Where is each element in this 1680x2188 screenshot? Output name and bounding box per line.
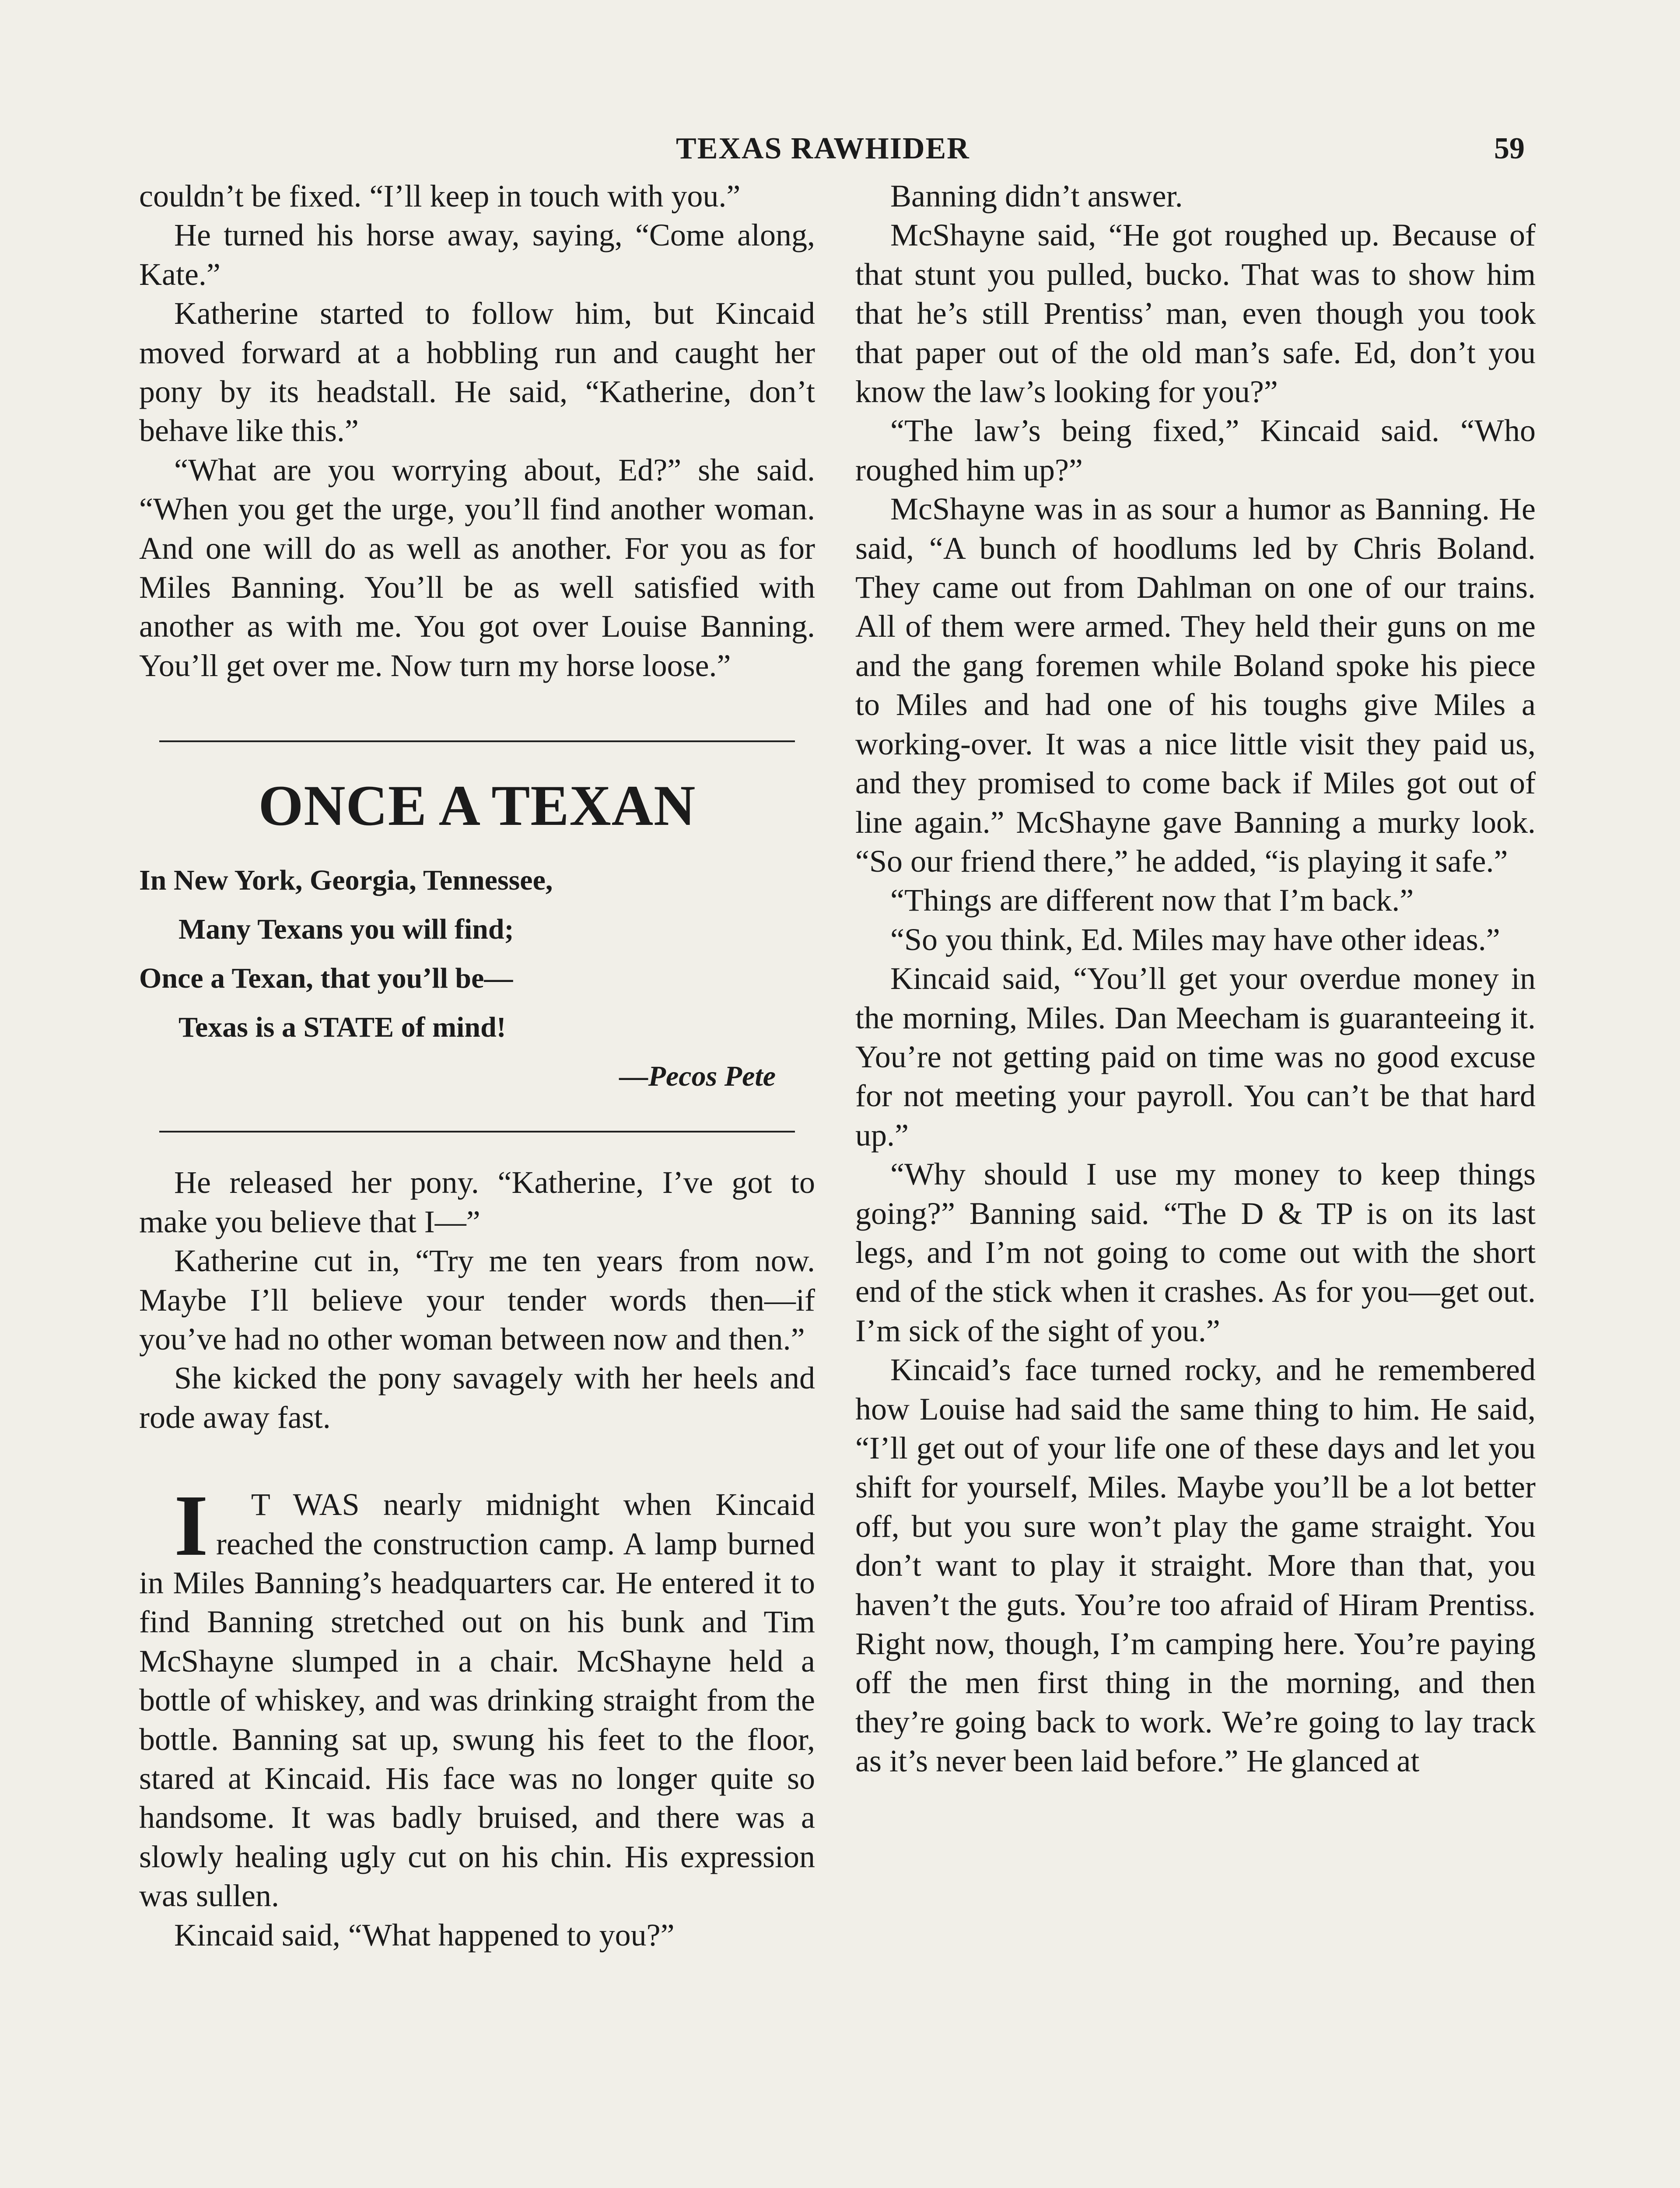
paragraph: Kincaid’s face turned rocky, and he remembered how Louise had said the same thing to him. He said, “I’ll get out of your life one of these days and let you shift for yourself, Miles. Maybe you’ll be a lot better off, but you sure won’t play the game straight. You don’t want to play it straight. More than that, you haven’t the guts. You’re too afraid of Hiram Prentiss. Right now, though, I’m camping here. You’re paying off the men first thing in the morning, and then they’re going back to work. We’re going to lay track as it’s never been laid before.” He glanced at (855, 1352, 1536, 1779)
poem-line: In New York, Georgia, Tennessee, (139, 864, 553, 897)
paragraph: “So you think, Ed. Miles may have other ideas.” (890, 922, 1500, 957)
paragraph: Katherine started to follow him, but Kincaid moved forward at a hobbling run and caught her pony by its headstall. He said, “Katherine, don’t behave like this.” (139, 296, 815, 449)
paragraph: McShayne said, “He got roughed up. Because of that stunt you pulled, bucko. That was to show him that he’s still Prentiss’ man, even though you took that paper out of the old man’s safe. Ed, don’t you know the law’s looking for you?” (855, 217, 1536, 410)
paragraph: She kicked the pony savagely with her heels and rode away fast. (139, 1360, 815, 1435)
paragraph: Banning didn’t answer. (890, 179, 1183, 214)
divider-bottom (159, 1131, 795, 1133)
poem-line: Many Texans you will find; (178, 913, 514, 946)
dropcap-text: T WAS nearly midnight when Kincaid reached the construction camp. A lamp burned in Miles Banning’s headquarters car. He entered it to find Banning stretched out on his bunk and Tim McShayne slumped in a chair. McShayne held a bottle of whiskey, and was drinking straight from the bottle. Banning sat up, swung his feet to the floor, stared at Kincaid. His face was no longer quite so handsome. It was badly bruised, and there was a slowly healing ugly cut on his chin. His expression was sullen. (139, 1487, 815, 1914)
drop-cap: I (174, 1477, 208, 1574)
section-opening-paragraph (139, 1477, 815, 1915)
poem-title: ONCE A TEXAN (258, 773, 696, 838)
right-column (855, 177, 1536, 1781)
paragraph: couldn’t be fixed. “I’ll keep in touch with you.” (139, 179, 741, 214)
paragraph: Kincaid said, “You’ll get your overdue money in the morning, Miles. Dan Meecham is guaranteeing it. You’re not getting paid on time was no good excuse for not meeting your payroll. You can’t be that hard up.” (855, 961, 1536, 1153)
divider-top (159, 740, 795, 742)
paragraph: He released her pony. “Katherine, I’ve got to make you believe that I—” (139, 1165, 815, 1239)
paragraph: Katherine cut in, “Try me ten years from now. Maybe I’ll believe your tender words then—if you’ve had no other woman between now and then.” (139, 1243, 815, 1357)
poem-body (139, 856, 815, 1101)
poem-line: Texas is a STATE of mind! (178, 1011, 506, 1044)
paragraph: “What are you worrying about, Ed?” she said. “When you get the urge, you’ll find another woman. And one will do as well as another. For you as for Miles Banning. You’ll be as well satisfied with another as with me. You got over Louise Banning. You’ll get over me. Now turn my horse loose.” (139, 452, 815, 683)
running-head: TEXAS RAWHIDER (676, 132, 970, 165)
paragraph: “The law’s being fixed,” Kincaid said. “Who roughed him up?” (855, 413, 1536, 487)
paragraph: McShayne was in as sour a humor as Banning. He said, “A bunch of hoodlums led by Chris Boland. They came out from Dahlman on one of our trains. All of them were armed. They held their guns on me and the gang foremen while Boland spoke his piece to Miles and had one of his toughs give Miles a working-over. It was a nice little visit they paid us, and they promised to come back if Miles got out of line again.” McShayne gave Banning a murky look. “So our friend there,” he added, “is playing it safe.” (855, 491, 1536, 879)
poem-attribution: —Pecos Pete (619, 1060, 776, 1093)
story-continuation (139, 1163, 815, 1437)
paragraph: He turned his horse away, saying, “Come along, Kate.” (139, 217, 815, 292)
paragraph: “Why should I use my money to keep things going?” Banning said. “The D & TP is on its last legs, and I’m not going to come out with the short end of the stick when it crashes. As for you—get out. I’m sick of the sight of you.” (855, 1157, 1536, 1348)
poem-box (139, 740, 815, 1133)
paragraph: Kincaid said, “What happened to you?” (174, 1917, 675, 1953)
poem-line: Once a Texan, that you’ll be— (139, 962, 513, 995)
left-column (139, 177, 815, 1955)
page-number: 59 (1494, 132, 1525, 165)
paragraph: “Things are different now that I’m back.” (890, 883, 1414, 918)
